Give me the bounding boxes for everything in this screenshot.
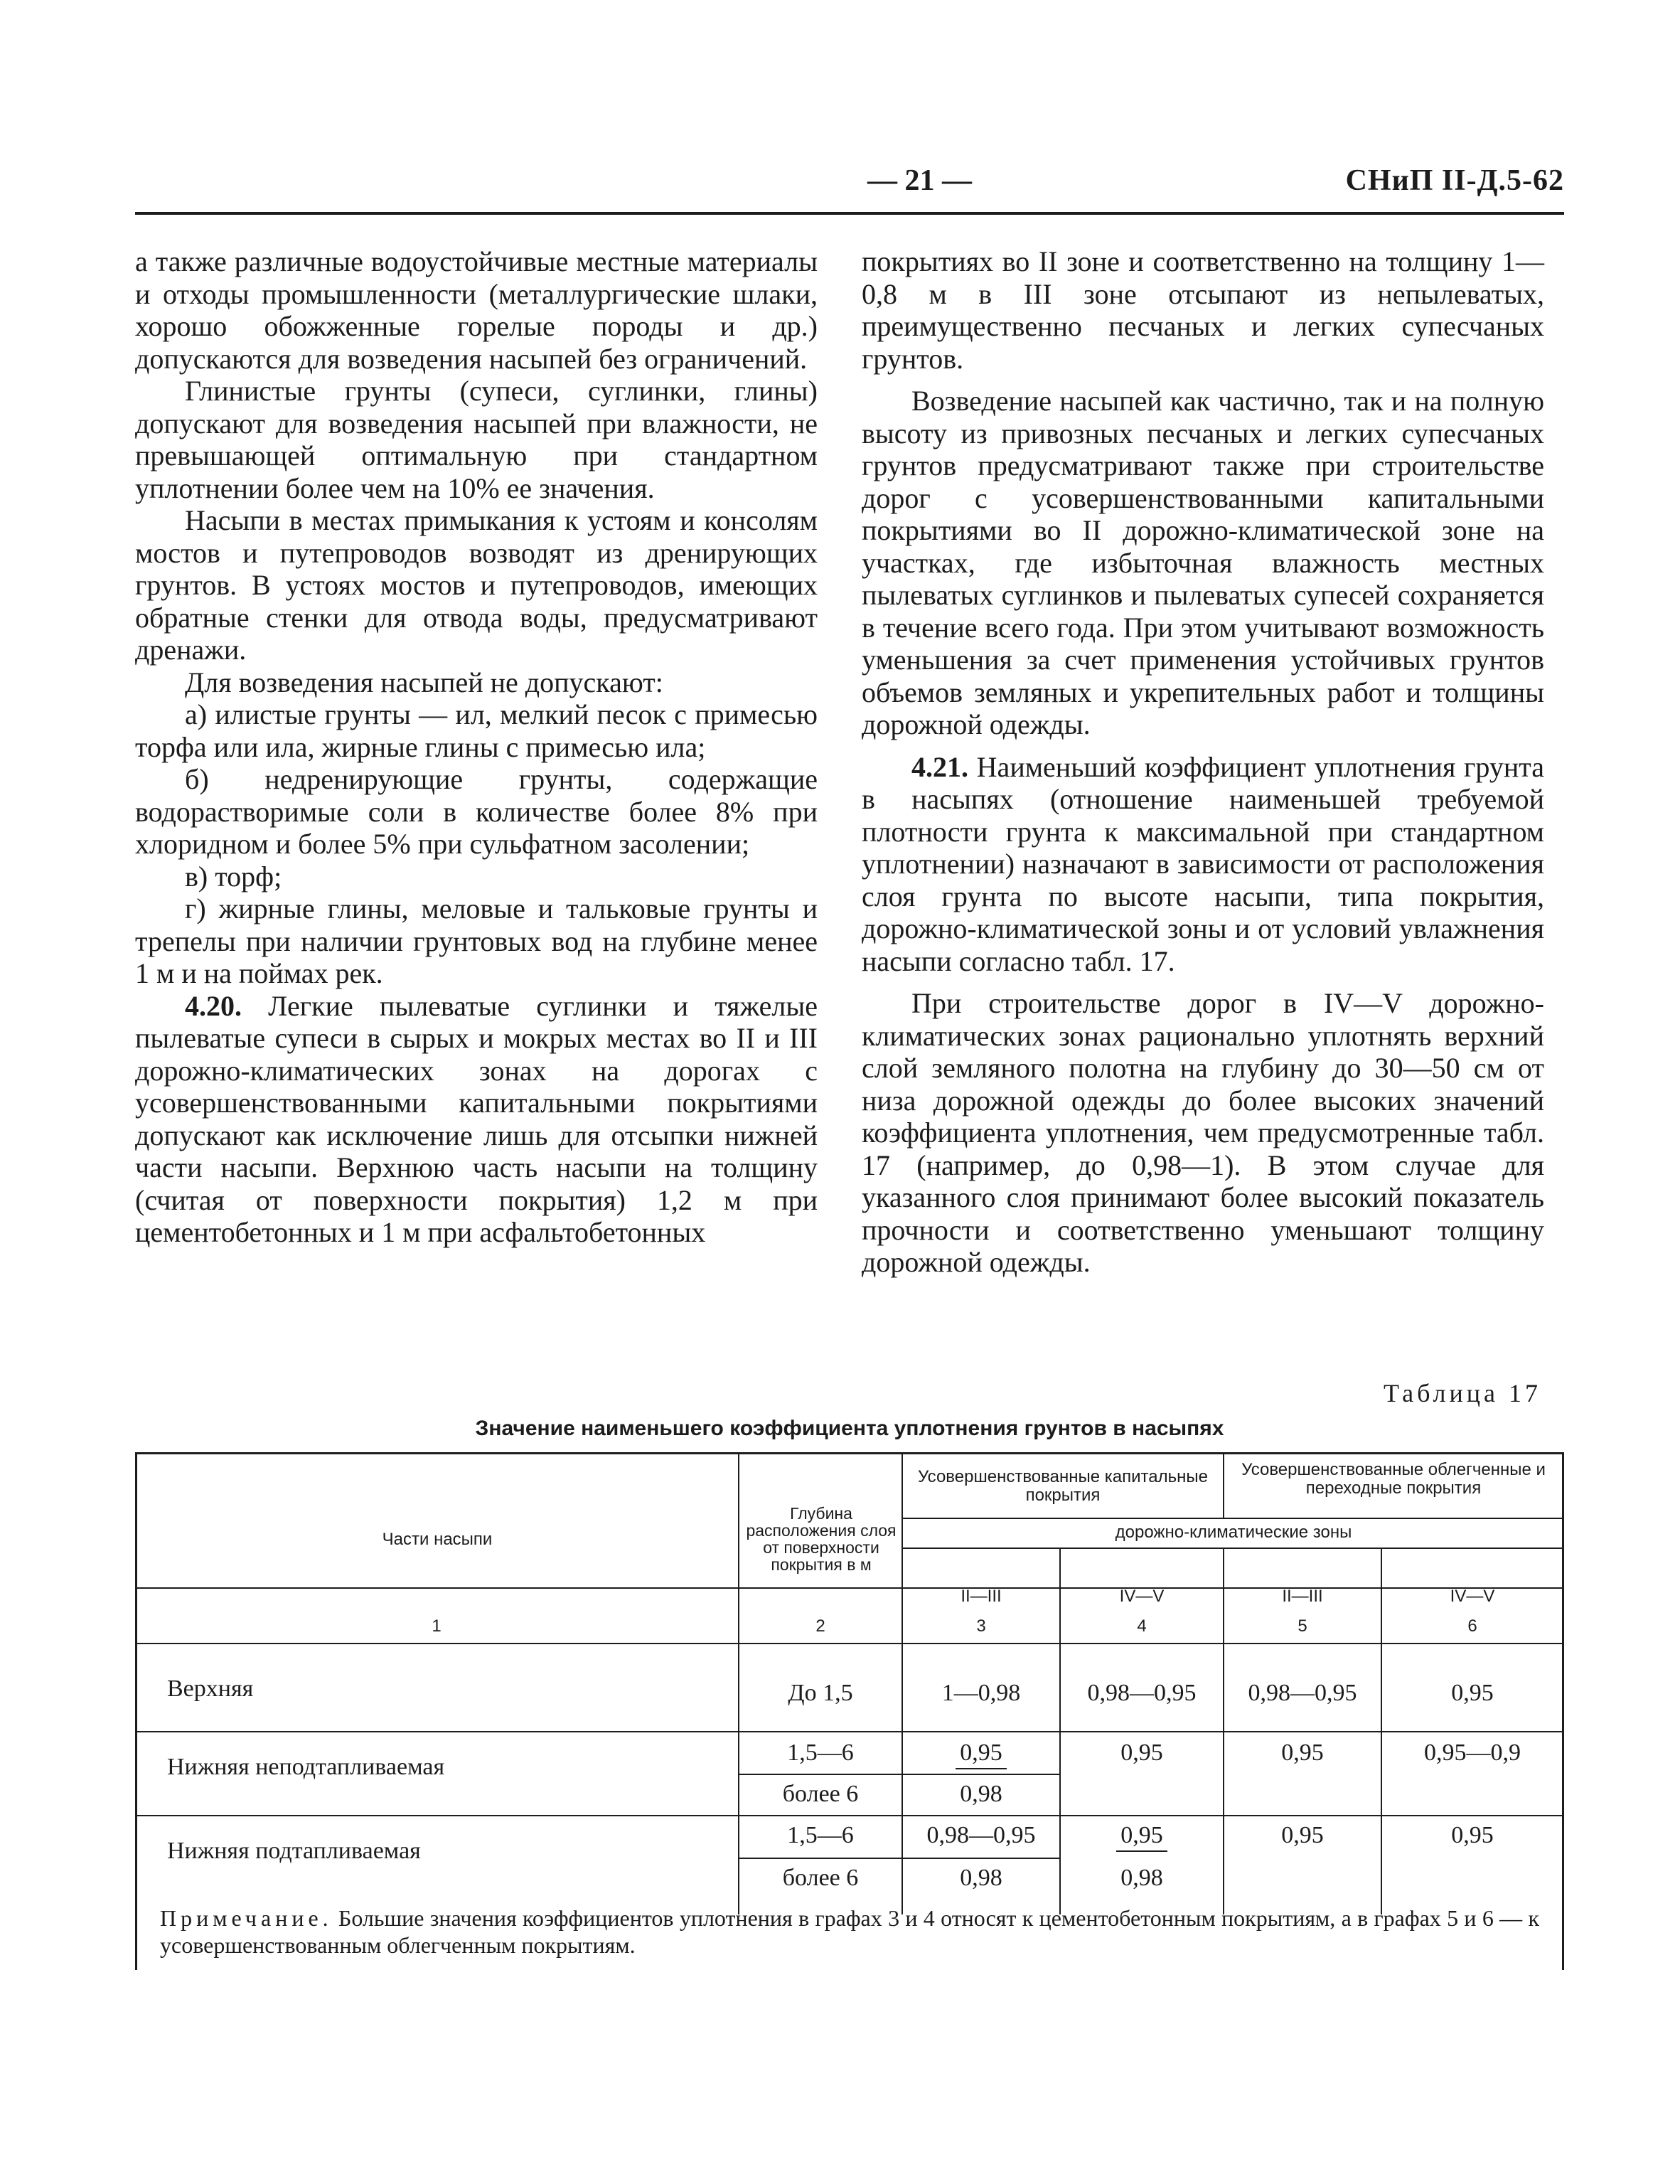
table-cell: 0,98 [1120,1865,1163,1891]
table-cell: 1,5—6 [787,1740,854,1766]
document-code: СНиП II-Д.5-62 [1345,164,1564,197]
table-cell: 0,95 [1281,1822,1324,1848]
table-cell: 0,98 [960,1865,1002,1891]
list-item: в) торф; [185,860,282,893]
right-column [862,245,1544,1279]
list-item: б) недренирующие грунты, содержащие водорастворимые соли в количестве более 8% при хлоридном и более 5% при сульфатном засолении; [135,763,818,860]
header-zones: дорожно-климатические зоны [1115,1523,1352,1542]
table-cell [1061,1822,1223,1852]
table-cell: До 1,5 [788,1680,853,1706]
row-divider [135,1643,1564,1644]
header-depth: Глубина расположения слоя от поверхности покрытия в м [746,1504,897,1574]
table-cell: 0,98—0,95 [1248,1680,1357,1706]
column-number: 3 [976,1616,986,1636]
paragraph: Для возведения насыпей не допускают: [185,666,663,698]
compaction-table [135,1452,1564,1970]
row-divider [135,1815,1564,1816]
header-zone-col4: IV—V [1119,1587,1165,1606]
table-cell: 0,95 [1281,1740,1324,1766]
note-text: Большие значения коэффициентов уплотнения в графах 3 и 4 относят к цементобетонным покрытиям, а в графах 5 и 6 — к усовершенствованным облегченным покрытиям. [160,1905,1540,1958]
column-number: 6 [1467,1616,1477,1636]
paragraph-number: 4.20. [185,989,242,1022]
header-zone-col3: II—III [961,1587,1002,1606]
table-reference: Таблица 17 [1384,1379,1541,1407]
table-border-top [135,1452,1564,1454]
table-cell: 1,5—6 [787,1822,854,1848]
row-label: Нижняя подтапливаемая [167,1838,421,1864]
page-number: — 21 — [867,164,972,197]
paragraph-4-21 [862,751,1544,978]
table-cell [903,1740,1059,1769]
row-divider [901,1518,1564,1519]
row-label: Верхняя [167,1676,254,1702]
row-divider [738,1774,1059,1775]
table-cell: 0,98—0,95 [926,1822,1036,1848]
column-number: 1 [432,1616,442,1636]
fraction-numerator: 0,95 [1116,1822,1167,1852]
paragraph-text: Легкие пылеватые суглинки и тяжелые пылеватые супеси в сырых и мокрых местах во II и III дорожно-климатических зонах на дорогах с усовершенствованными капитальными покрытиями допускают как исключение лишь для отсыпки нижней части насыпи. Верхнюю часть насыпи на толщину (считая от поверхности покрытия) 1,2 м при цементобетонных и 1 м при асфальтобетонных [135,989,818,1248]
header-group-capital: Усовершенствованные капитальные покрытия [918,1467,1208,1505]
row-divider [901,1548,1564,1549]
table-cell: 0,98—0,95 [1087,1680,1197,1706]
paragraph: Возведение насыпей как частично, так и на полную высоту из привозных песчаных и легких супесчаных грунтов предусматривают также при строительстве дорог с усовершенствованными капитальными покрытиями во II дорожно-климатической зоне на участках, где избыточная влажность местных пылеватых суглинков и пылеватых супесей сохраняется в течение всего года. При этом учитывают возможность уменьшения за счет применения устойчивых грунтов объемов земляных и укрепительных работ и толщины дорожной одежды. [862,385,1544,740]
paragraph-text: Наименьший коэффициент уплотнения грунта в насыпях (отношение наименьшей требуемой плотности грунта к максимальной при стандартном уплотнении) назначают в зависимости от расположения слоя грунта по высоте насыпи, типа покрытия, дорожно-климатической зоны и от условий увлажнения насыпи согласно табл. 17. [862,750,1545,977]
paragraph-4-20 [135,990,818,1249]
table-title: Значение наименьшего коэффициента уплотнения грунтов в насыпях [475,1417,1224,1440]
header-zone-col6: IV—V [1450,1587,1495,1606]
paragraph: а также различные водоустойчивые местные материалы и отходы промышленности (металлургические шлаки, хорошо обожженные горелые породы и др.) допускаются для возведения насыпей без ограничений. [135,245,818,375]
header-group-light: Усовершенствованные облегченные и переходные покрытия [1241,1460,1546,1498]
table-cell: более 6 [782,1865,859,1891]
paragraph-number: 4.21. [911,750,968,783]
row-divider [135,1731,1564,1732]
column-number: 2 [815,1616,825,1636]
paragraph: При строительстве дорог в IV—V дорожно-климатических зонах рационально уплотнять верхний слой земляного полотна на глубину до 30—50 см от низа дорожной одежды до более высоких значений коэффициента уплотнения, чем предусмотренные табл. 17 (например, до 0,98—1). В этом случае для указанного слоя принимают более высокий показатель прочности и соответственно уменьшают толщину дорожной одежды. [862,987,1544,1278]
row-label: Нижняя неподтапливаемая [167,1754,445,1780]
list-item: г) жирные глины, меловые и тальковые грунты и трепелы при наличии грунтовых вод на глубине менее 1 м и на поймах рек. [135,893,818,989]
table-cell: 0,95 [1120,1740,1163,1766]
column-number: 4 [1137,1616,1147,1636]
table-cell: более 6 [782,1781,859,1807]
table-border-left [135,1452,137,1970]
table-note [160,1905,1539,1959]
left-column [135,245,818,1249]
table-cell: 0,95 [1451,1822,1494,1848]
column-divider [738,1452,739,1644]
list-item: а) илистые грунты — ил, мелкий песок с примесью торфа или ила, жирные глины с примесью ила; [135,698,818,763]
fraction-numerator: 0,95 [956,1740,1007,1769]
header-zone-col5: II—III [1282,1587,1323,1606]
column-number: 5 [1298,1616,1307,1636]
table-cell: 0,95 [1451,1680,1494,1706]
table-cell: 1—0,98 [941,1680,1021,1706]
paragraph: покрытиях во II зоне и соответственно на толщину 1—0,8 м в III зоне отсыпают из непылеватых, преимущественно песчаных и легких супесчаных грунтов. [862,245,1544,375]
header-parts: Части насыпи [382,1530,493,1549]
column-divider [1223,1452,1224,1518]
row-divider [738,1858,1059,1859]
note-label: Примечание. [160,1905,333,1931]
table-cell: 0,98 [960,1781,1002,1807]
table-cell: 0,95—0,9 [1424,1740,1521,1766]
paragraph: Глинистые грунты (супеси, суглинки, глины) допускают для возведения насыпей при влажности, не превышающей оптимальную при стандартном уплотнении более чем на 10% ее значения. [135,375,818,504]
paragraph: Насыпи в местах примыкания к устоям и консолям мостов и путепроводов возводят из дренирующих грунтов. В устоях мостов и путепроводов, имеющих обратные стенки для отвода воды, предусматривают дренажи. [135,504,818,666]
page-header [135,162,1564,215]
